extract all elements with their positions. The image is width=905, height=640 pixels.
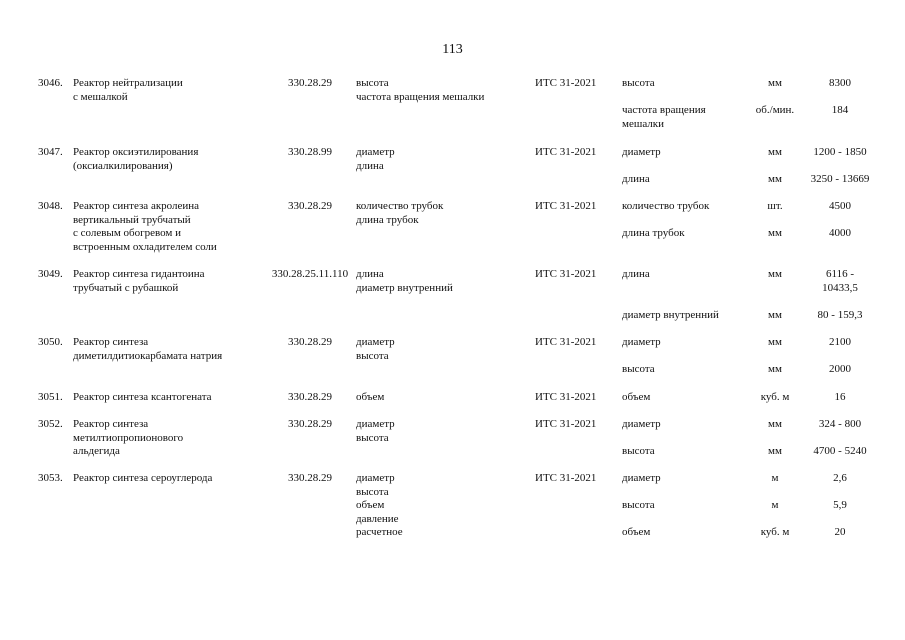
entry-name-line: Реактор нейтрализации (73, 77, 183, 89)
entry-name-line: с солевым обогревом и (73, 227, 182, 239)
param-unit: м (771, 472, 779, 484)
entry-name-line: Реактор синтеза акролеина (73, 200, 200, 212)
param-name: длина (622, 268, 650, 280)
param-value: 4500 (829, 200, 851, 212)
param-name: диаметр (622, 336, 661, 348)
param-value: 2000 (829, 363, 851, 375)
param-value: 2100 (829, 336, 851, 348)
param-unit: куб. м (760, 391, 790, 403)
entry-code: 330.28.29 (288, 200, 332, 212)
param-name: высота (622, 77, 655, 89)
entry-name-line: метилтиопропионового (73, 431, 184, 444)
param-name: длина трубок (622, 227, 685, 239)
entry-standard: ИТС 31-2021 (535, 200, 597, 212)
entry-number: 3053. (38, 472, 63, 484)
param-name: частота вращения (622, 104, 706, 116)
param-name: объем (622, 391, 651, 403)
entry-name-line: Реактор синтеза ксантогената (73, 391, 212, 403)
param-name: диаметр (622, 146, 661, 158)
entry-standard: ИТС 31-2021 (535, 391, 597, 403)
characteristic-line: высота (356, 485, 389, 498)
entry-standard: ИТС 31-2021 (535, 146, 597, 158)
characteristic-line: объем (356, 499, 385, 511)
entry-code: 330.28.29 (288, 336, 332, 348)
entry-name-line: Реактор синтеза (73, 418, 149, 430)
entry-name-line: Реактор синтеза сероуглерода (73, 472, 213, 484)
entry-standard: ИТС 31-2021 (535, 418, 597, 430)
param-name: диаметр внутренний (622, 309, 719, 321)
param-unit: мм (768, 418, 782, 430)
param-value: 1200 - 1850 (813, 146, 867, 158)
entry-name-line: альдегида (73, 445, 120, 457)
entry-number: 3052. (38, 418, 63, 430)
entry-standard: ИТС 31-2021 (535, 77, 597, 89)
characteristic-line: диаметр (356, 336, 395, 348)
param-unit: мм (768, 173, 782, 185)
entry-name-line: Реактор синтеза гидантоина (73, 268, 205, 280)
entry-standard: ИТС 31-2021 (535, 472, 597, 484)
param-unit: м (771, 499, 779, 511)
param-name: мешалки (622, 117, 665, 130)
characteristic-line: объем (356, 391, 385, 403)
param-unit: об./мин. (755, 104, 795, 116)
param-value: 184 (831, 104, 849, 116)
param-value: 20 (834, 526, 846, 538)
entry-code: 330.28.99 (288, 146, 332, 158)
entry-standard: ИТС 31-2021 (535, 336, 597, 348)
entry-number: 3048. (38, 200, 63, 212)
characteristic-line: длина трубок (356, 213, 419, 226)
entry-number: 3049. (38, 268, 63, 280)
entry-code: 330.28.29 (288, 472, 332, 484)
param-name: длина (622, 173, 650, 185)
param-unit: мм (768, 363, 782, 375)
param-unit: мм (768, 268, 782, 280)
entry-name-line: трубчатый с рубашкой (73, 281, 179, 294)
entry-code: 330.28.29 (288, 391, 332, 403)
param-value: 10433,5 (822, 281, 858, 294)
entry-standard: ИТС 31-2021 (535, 268, 597, 280)
characteristic-line: расчетное (356, 526, 403, 538)
characteristic-line: частота вращения мешалки (356, 90, 485, 103)
entry-number: 3046. (38, 77, 63, 89)
entry-number: 3050. (38, 336, 63, 348)
param-value: 4000 (829, 227, 851, 239)
param-name: высота (622, 363, 655, 375)
entry-number: 3047. (38, 146, 63, 158)
entry-name-line: диметилдитиокарбамата натрия (73, 349, 223, 362)
entry-name-line: встроенным охладителем соли (73, 240, 217, 253)
param-unit: куб. м (760, 526, 790, 538)
entry-code: 330.28.29 (288, 77, 332, 89)
param-value: 6116 - (825, 268, 854, 280)
characteristic-line: высота (356, 431, 389, 444)
param-unit: мм (768, 445, 782, 457)
param-value: 80 - 159,3 (817, 309, 863, 321)
characteristic-line: длина (356, 268, 384, 280)
page-number: 113 (442, 42, 463, 57)
param-unit: мм (768, 309, 782, 321)
entry-name-line: Реактор синтеза (73, 336, 149, 348)
param-value: 8300 (829, 77, 851, 89)
param-name: диаметр (622, 418, 661, 430)
characteristic-line: высота (356, 77, 389, 89)
param-unit: мм (768, 77, 782, 89)
param-value: 2,6 (833, 472, 847, 484)
param-name: высота (622, 445, 655, 457)
characteristic-line: диаметр (356, 146, 395, 158)
param-value: 3250 - 13669 (810, 173, 870, 185)
param-value: 5,9 (833, 499, 847, 511)
characteristic-line: диаметр внутренний (356, 281, 453, 294)
characteristic-line: диаметр (356, 472, 395, 484)
param-unit: шт. (767, 200, 783, 212)
param-unit: мм (768, 146, 782, 158)
param-value: 16 (834, 391, 846, 403)
param-name: объем (622, 526, 651, 538)
param-name: высота (622, 499, 655, 511)
entry-name-line: Реактор оксиэтилирования (73, 146, 199, 158)
param-unit: мм (768, 227, 782, 239)
entry-name-line: вертикальный трубчатый (73, 213, 191, 226)
entry-code: 330.28.29 (288, 418, 332, 430)
entry-name-line: с мешалкой (73, 90, 128, 103)
entry-code: 330.28.25.11.110 (271, 268, 349, 280)
characteristic-line: диаметр (356, 418, 395, 430)
param-value: 4700 - 5240 (813, 445, 867, 457)
param-name: количество трубок (622, 200, 710, 212)
param-unit: мм (768, 336, 782, 348)
param-name: диаметр (622, 472, 661, 484)
param-value: 324 - 800 (818, 418, 862, 430)
entry-number: 3051. (38, 391, 63, 403)
characteristic-line: количество трубок (356, 200, 444, 212)
characteristic-line: длина (356, 159, 384, 172)
characteristic-line: давление (356, 512, 399, 525)
entry-name-line: (оксиалкилирования) (73, 159, 173, 172)
characteristic-line: высота (356, 349, 389, 362)
